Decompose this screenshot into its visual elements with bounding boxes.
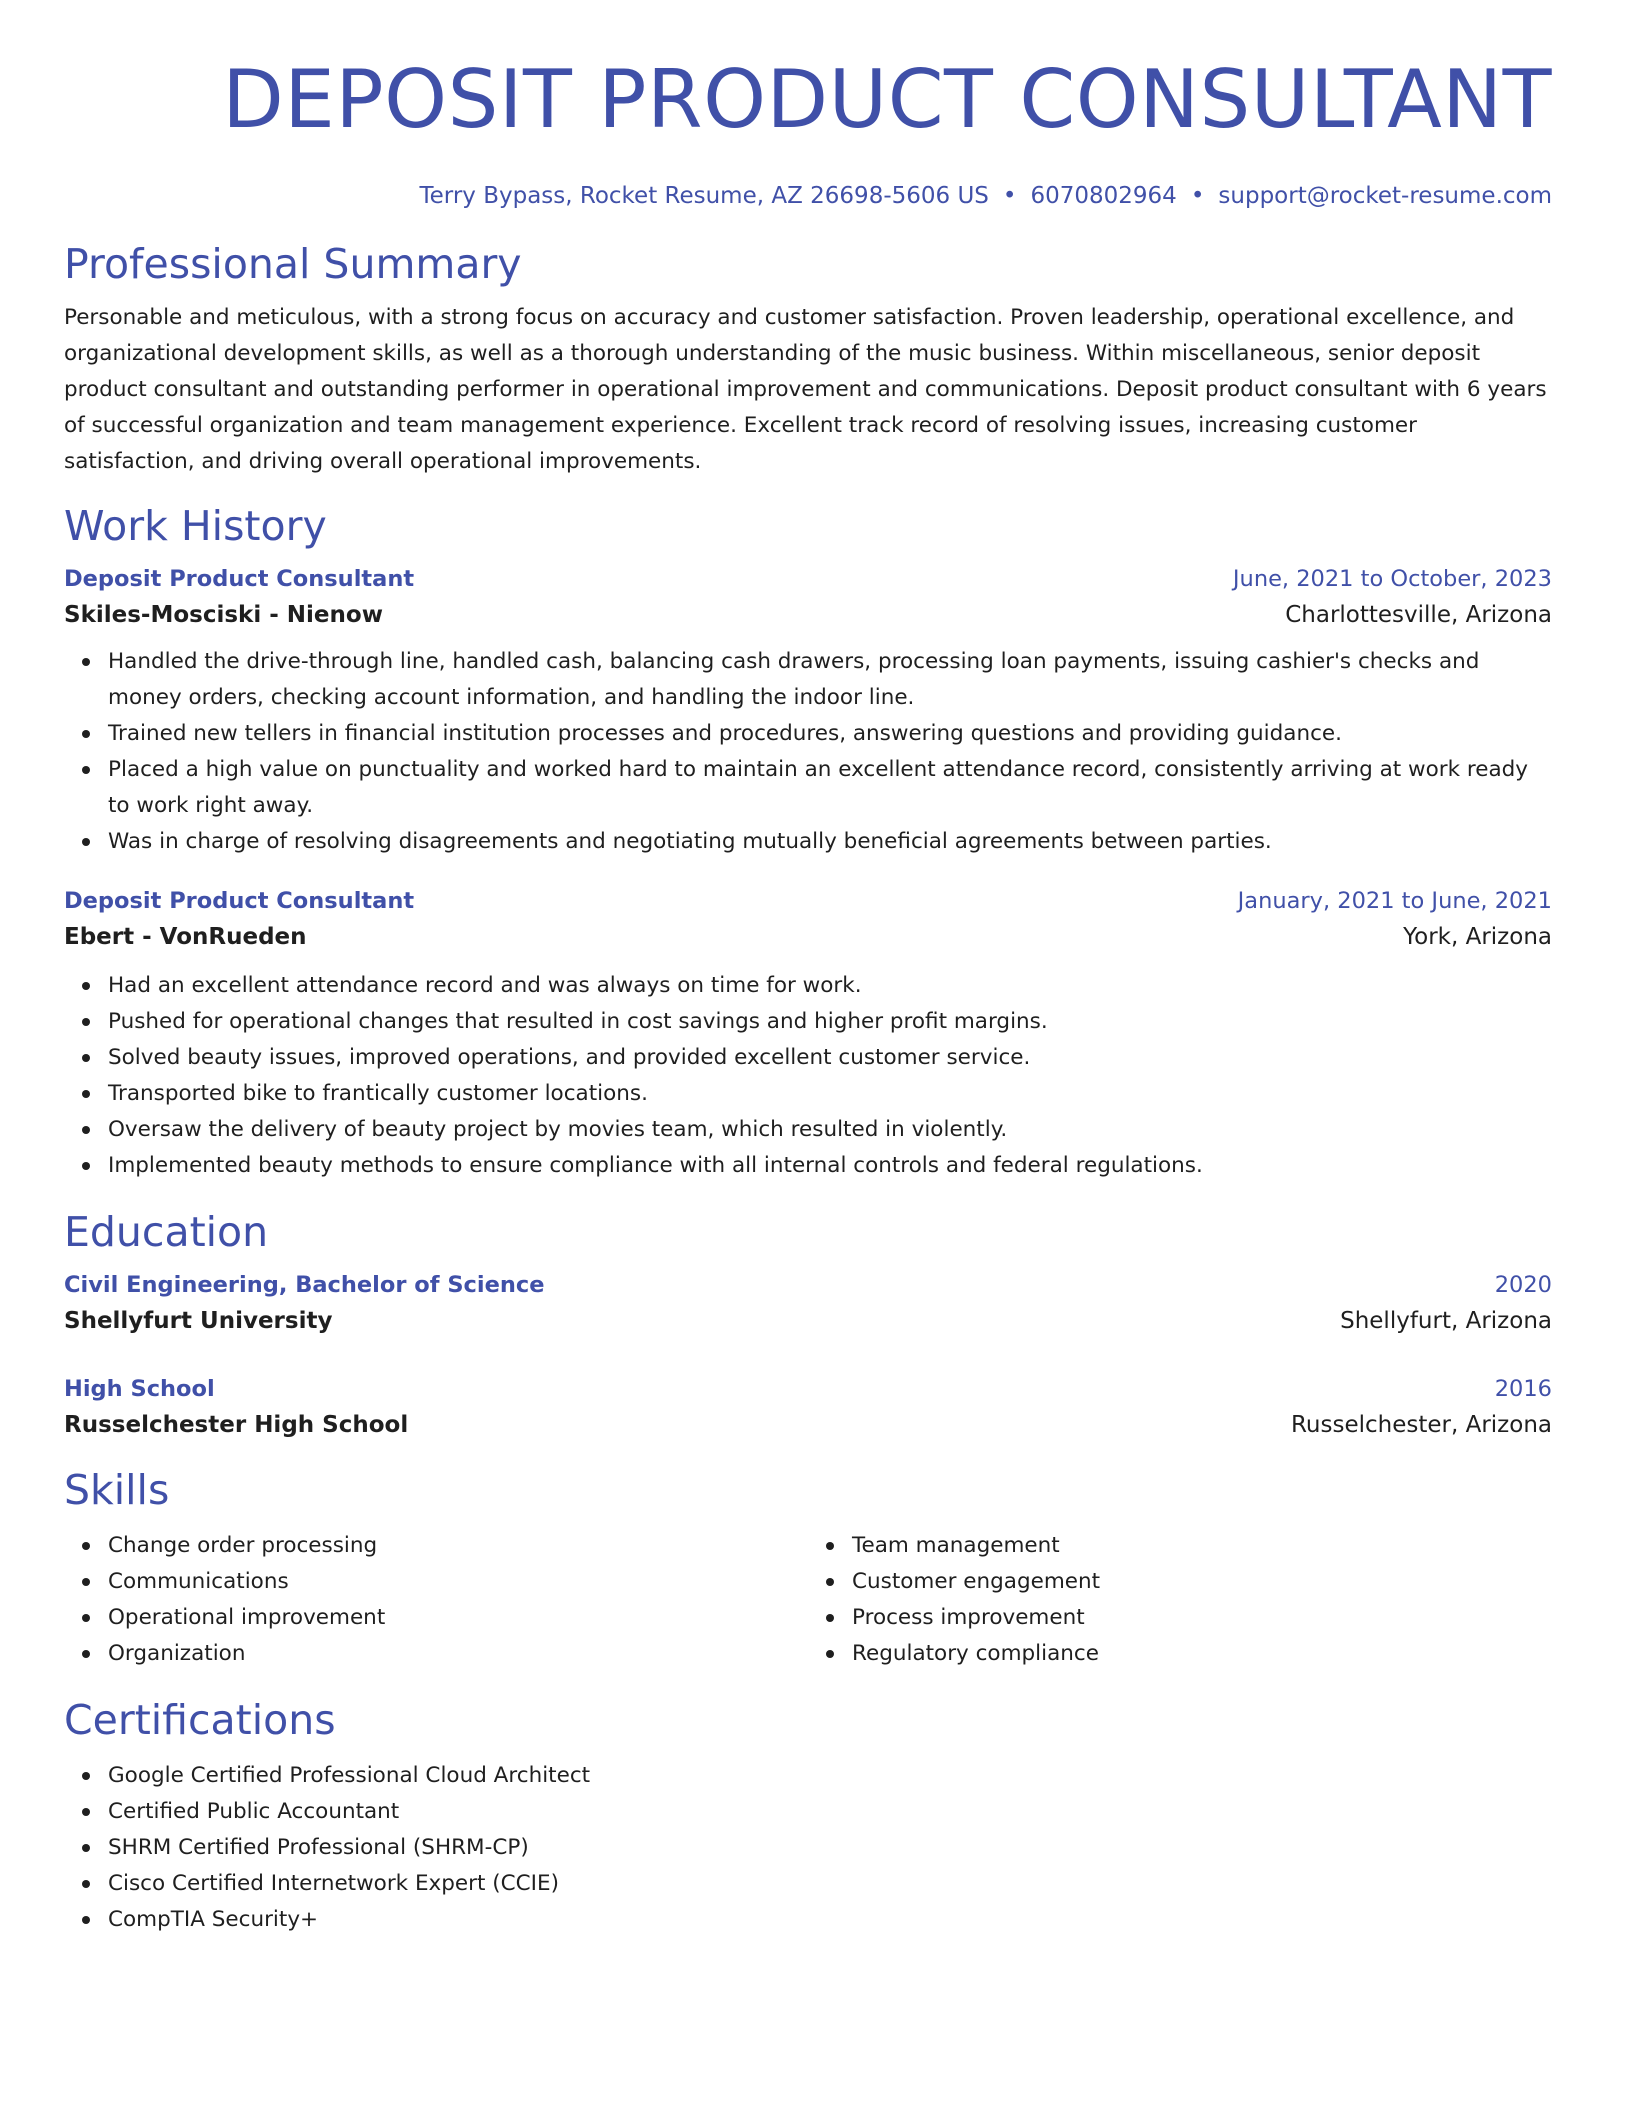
certification-item: Google Certified Professional Cloud Architect bbox=[108, 1758, 1552, 1794]
skill-item: Change order processing bbox=[108, 1528, 808, 1564]
job-entry bbox=[64, 886, 1552, 1184]
contact-separator: • bbox=[1190, 183, 1205, 209]
contact-address: Terry Bypass, Rocket Resume, AZ 26698-5606 US bbox=[419, 183, 989, 209]
education-location: Shellyfurt, Arizona bbox=[1340, 1308, 1552, 1334]
skill-item: Communications bbox=[108, 1564, 808, 1600]
list-item: Oversaw the delivery of beauty project by movies team, which resulted in violently. bbox=[108, 1112, 1552, 1148]
summary-heading: Professional Summary bbox=[64, 240, 522, 288]
skill-item: Regulatory compliance bbox=[852, 1636, 1552, 1672]
list-item: Placed a high value on punctuality and worked hard to maintain an excellent attendance record, consistently arriving at work ready to work right away. bbox=[108, 752, 1552, 824]
certification-item: CompTIA Security+ bbox=[108, 1902, 1552, 1938]
list-item: Had an excellent attendance record and was always on time for work. bbox=[108, 968, 1552, 1004]
certification-item: Cisco Certified Internetwork Expert (CCIE) bbox=[108, 1866, 1552, 1902]
skill-item: Organization bbox=[108, 1636, 808, 1672]
education-section bbox=[64, 1206, 1552, 1442]
education-degree: Civil Engineering, Bachelor of Science bbox=[64, 1272, 545, 1298]
job-location: Charlottesville, Arizona bbox=[1285, 602, 1552, 628]
job-entry bbox=[64, 564, 1552, 860]
skills-heading: Skills bbox=[64, 1466, 170, 1514]
skill-item: Operational improvement bbox=[108, 1600, 808, 1636]
work-section bbox=[64, 500, 1552, 1184]
list-item: Transported bike to frantically customer locations. bbox=[108, 1076, 1552, 1112]
skills-section bbox=[64, 1464, 1552, 1672]
summary-text: Personable and meticulous, with a strong focus on accuracy and customer satisfaction. Proven leadership, operational excellence, and organizational development skills, as well as a thorough understanding of the music business. Within miscellaneous, senior deposit product consultant and outstanding performer in operational improvement and communications. Deposit product consultant with 6 years of successful organization and team management experience. Excellent track record of resolving issues, increasing customer satisfaction, and driving overall operational improvements. bbox=[64, 305, 1547, 474]
skills-column-left bbox=[64, 1528, 808, 1672]
education-year: 2016 bbox=[1494, 1376, 1552, 1402]
job-location: York, Arizona bbox=[1403, 924, 1552, 950]
job-bullets bbox=[64, 644, 1552, 860]
certification-item: Certified Public Accountant bbox=[108, 1794, 1552, 1830]
list-item: Was in charge of resolving disagreements and negotiating mutually beneficial agreements between parties. bbox=[108, 824, 1552, 860]
skill-item: Process improvement bbox=[852, 1600, 1552, 1636]
certifications-section bbox=[64, 1694, 1552, 1938]
list-item: Trained new tellers in financial institution processes and procedures, answering questions and providing guidance. bbox=[108, 716, 1552, 752]
list-item: Handled the drive-through line, handled cash, balancing cash drawers, processing loan payments, issuing cashier's checks and money orders, checking account information, and handling the indoor line. bbox=[108, 644, 1552, 716]
certification-item: SHRM Certified Professional (SHRM-CP) bbox=[108, 1830, 1552, 1866]
summary-section bbox=[64, 238, 1552, 480]
education-school: Shellyfurt University bbox=[64, 1308, 333, 1334]
education-year: 2020 bbox=[1494, 1272, 1552, 1298]
list-item: Solved beauty issues, improved operations, and provided excellent customer service. bbox=[108, 1040, 1552, 1076]
list-item: Implemented beauty methods to ensure compliance with all internal controls and federal regulations. bbox=[108, 1148, 1552, 1184]
list-item: Pushed for operational changes that resulted in cost savings and higher profit margins. bbox=[108, 1004, 1552, 1040]
contact-separator: • bbox=[1002, 183, 1017, 209]
skill-item: Team management bbox=[852, 1528, 1552, 1564]
job-title: Deposit Product Consultant bbox=[64, 888, 415, 914]
job-company: Ebert - VonRueden bbox=[64, 924, 307, 950]
education-heading: Education bbox=[64, 1208, 269, 1256]
job-company: Skiles-Mosciski - Nienow bbox=[64, 602, 383, 628]
education-entry bbox=[64, 1374, 1552, 1442]
education-school: Russelchester High School bbox=[64, 1412, 409, 1438]
resume-title: DEPOSIT PRODUCT CONSULTANT bbox=[222, 53, 1552, 146]
job-dates: June, 2021 to October, 2023 bbox=[1232, 566, 1552, 592]
job-bullets bbox=[64, 968, 1552, 1184]
contact-email: support@rocket-resume.com bbox=[1218, 183, 1552, 209]
contact-line bbox=[64, 180, 1552, 212]
job-title: Deposit Product Consultant bbox=[64, 566, 415, 592]
work-heading: Work History bbox=[64, 502, 327, 550]
certifications-heading: Certifications bbox=[64, 1696, 336, 1744]
job-dates: January, 2021 to June, 2021 bbox=[1237, 888, 1552, 914]
skill-item: Customer engagement bbox=[852, 1564, 1552, 1600]
contact-phone: 6070802964 bbox=[1030, 183, 1177, 209]
education-degree: High School bbox=[64, 1376, 215, 1402]
skills-column-right bbox=[808, 1528, 1552, 1672]
education-entry bbox=[64, 1270, 1552, 1338]
education-location: Russelchester, Arizona bbox=[1290, 1412, 1552, 1438]
